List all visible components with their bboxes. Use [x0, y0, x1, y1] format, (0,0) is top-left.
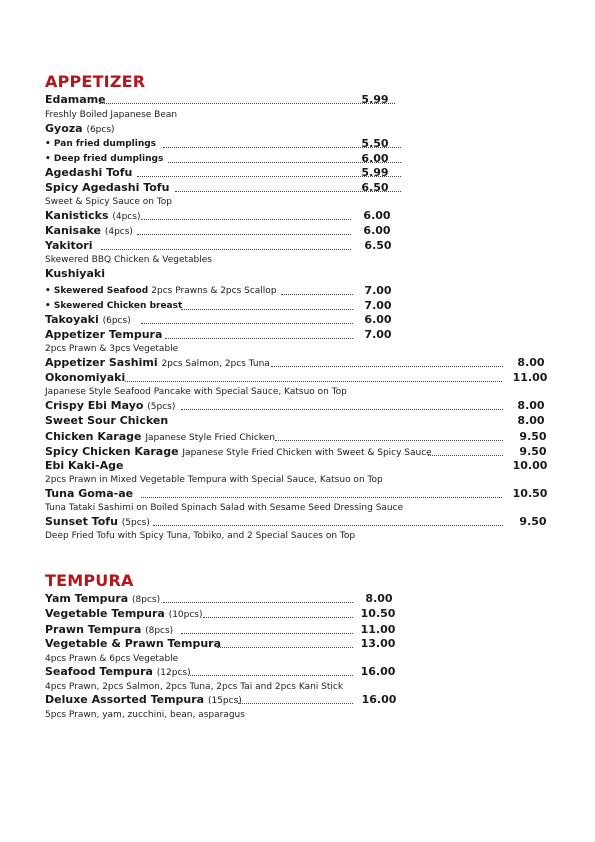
item-description: 2pcs Prawn & 3pcs Vegetable	[45, 344, 179, 354]
item-name: Appetizer Sashimi 2pcs Salmon, 2pcs Tuna	[45, 356, 270, 369]
item-price: 7.00	[364, 284, 392, 297]
item-price: 6.00	[363, 224, 391, 237]
item-price: 6.00	[361, 152, 389, 165]
item-name: Seafood Tempura (12pcs)	[45, 665, 191, 678]
dot-leader	[137, 234, 351, 235]
dot-leader	[203, 617, 353, 618]
item-price: 10.50	[512, 487, 548, 500]
item-name: Kushiyaki	[45, 267, 105, 280]
item-name: Crispy Ebi Mayo (5pcs)	[45, 399, 176, 412]
dot-leader	[217, 647, 353, 648]
item-price: 5.99	[361, 93, 389, 106]
item-name: Okonomiyaki	[45, 371, 126, 384]
item-price: 6.00	[364, 313, 392, 326]
item-name: Tuna Goma-ae	[45, 487, 134, 500]
dot-leader	[141, 219, 351, 220]
item-description: Japanese Style Seafood Pancake with Special Sauce, Katsuo on Top	[45, 387, 347, 397]
item-name: Yam Tempura (8pcs)	[45, 592, 161, 605]
item-name: Edamame	[45, 93, 106, 106]
item-price: 11.00	[360, 623, 396, 636]
item-name: Takoyaki (6pcs)	[45, 313, 131, 326]
item-description: Deep Fried Tofu with Spicy Tuna, Tobiko, and 2 Special Sauces on Top	[45, 531, 356, 541]
dot-leader	[238, 703, 353, 704]
dot-leader	[141, 323, 353, 324]
dot-leader	[125, 381, 502, 382]
item-description: 4pcs Prawn & 6pcs Vegetable	[45, 654, 179, 664]
item-price: 9.50	[519, 430, 547, 443]
dot-leader	[165, 338, 353, 339]
item-description: 5pcs Prawn, yam, zucchini, bean, asparagus	[45, 710, 245, 720]
item-price: 16.00	[360, 665, 396, 678]
item-name: Agedashi Tofu	[45, 166, 133, 179]
item-price: 8.00	[517, 399, 545, 412]
dot-leader	[163, 602, 353, 603]
item-name: Kanisticks (4pcs)	[45, 209, 141, 222]
item-price: 8.00	[365, 592, 393, 605]
item-price: 11.00	[512, 371, 548, 384]
item-price: 8.00	[517, 414, 545, 427]
item-description: Sweet & Spicy Sauce on Top	[45, 197, 173, 207]
item-price: 7.00	[364, 328, 392, 341]
item-price: 8.00	[517, 356, 545, 369]
item-description: Freshly Boiled Japanese Bean	[45, 110, 178, 120]
dot-leader	[181, 409, 503, 410]
item-name: Vegetable Tempura (10pcs)	[45, 607, 203, 620]
item-price: 5.50	[361, 137, 389, 150]
item-price: 16.00	[361, 693, 397, 706]
item-name: • Skewered Chicken breast	[45, 301, 183, 311]
section-title-appetizer: APPETIZER	[45, 72, 146, 91]
item-price: 13.00	[360, 637, 396, 650]
dot-leader	[181, 309, 353, 310]
item-name: • Deep fried dumplings	[45, 154, 164, 164]
item-name: Appetizer Tempura	[45, 328, 163, 341]
dot-leader	[101, 249, 351, 250]
item-description: 2pcs Prawn in Mixed Vegetable Tempura with Special Sauce, Katsuo on Top	[45, 475, 383, 485]
dot-leader	[99, 103, 395, 104]
item-price: 5.99	[361, 166, 389, 179]
item-name: Gyoza (6pcs)	[45, 122, 115, 135]
item-name: • Skewered Seafood 2pcs Prawns & 2pcs Scallop	[45, 286, 277, 296]
item-name: Sunset Tofu (5pcs)	[45, 515, 150, 528]
item-name: Ebi Kaki-Age	[45, 459, 124, 472]
item-name: Sweet Sour Chicken	[45, 414, 169, 427]
item-price: 6.50	[364, 239, 392, 252]
dot-leader	[271, 366, 503, 367]
dot-leader	[281, 294, 353, 295]
dot-leader	[153, 525, 503, 526]
item-price: 10.00	[512, 459, 548, 472]
item-name: • Pan fried dumplings	[45, 139, 157, 149]
item-description: 4pcs Prawn, 2pcs Salmon, 2pcs Tuna, 2pcs Tai and 2pcs Kani Stick	[45, 682, 344, 692]
item-name: Spicy Chicken Karage Japanese Style Fried Chicken with Sweet & Spicy Sauce	[45, 445, 432, 458]
item-price: 9.50	[519, 445, 547, 458]
dot-leader	[428, 455, 503, 456]
item-price: 7.00	[364, 299, 392, 312]
item-price: 10.50	[360, 607, 396, 620]
item-price: 6.50	[361, 181, 389, 194]
dot-leader	[188, 675, 353, 676]
item-price: 6.00	[363, 209, 391, 222]
item-name: Chicken Karage Japanese Style Fried Chicken	[45, 430, 275, 443]
item-name: Yakitori	[45, 239, 93, 252]
item-name: Kanisake (4pcs)	[45, 224, 133, 237]
dot-leader	[141, 497, 502, 498]
section-title-tempura: TEMPURA	[45, 571, 134, 590]
item-description: Skewered BBQ Chicken & Vegetables	[45, 255, 212, 265]
item-name: Deluxe Assorted Tempura (15pcs)	[45, 693, 242, 706]
item-price: 9.50	[519, 515, 547, 528]
item-name: Prawn Tempura (8pcs)	[45, 623, 174, 636]
item-description: Tuna Tataki Sashimi on Boiled Spinach Salad with Sesame Seed Dressing Sauce	[45, 503, 404, 513]
dot-leader	[181, 633, 353, 634]
item-name: Spicy Agedashi Tofu	[45, 181, 170, 194]
dot-leader	[275, 440, 503, 441]
item-name: Vegetable & Prawn Tempura	[45, 637, 221, 650]
